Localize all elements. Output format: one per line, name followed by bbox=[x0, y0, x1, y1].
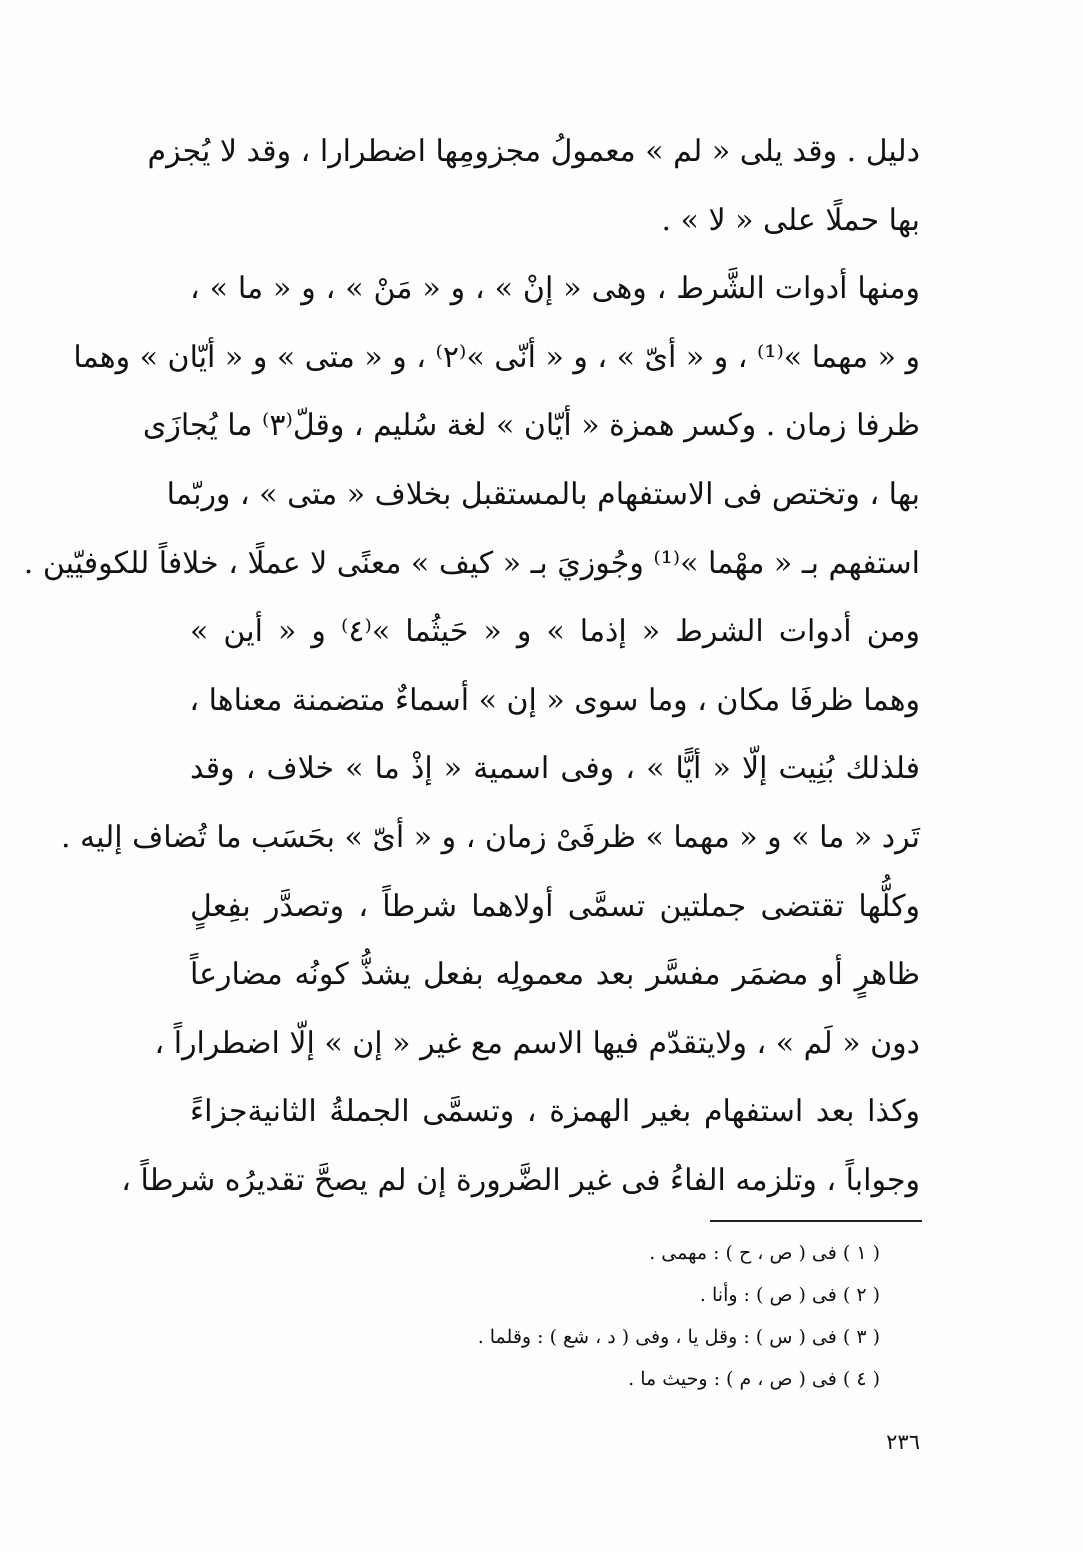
text-line-2: بها حملًا على « لا » . bbox=[661, 202, 920, 238]
footnote-2: ( ٢ ) فى ( ص ) : وأنا . bbox=[699, 1284, 880, 1306]
text-line-11: تَرد « ما » و « مهما » ظرفَىْ زمان ، و « أىّ » بحَسَب ما تُضاف إليه . bbox=[60, 819, 920, 855]
main-text bbox=[23, 118, 920, 1216]
text-line-5: ظرفا زمان . وكسر همزة « أيّان » لغة سُليم ، وقلّ⁽٣⁾ ما يُجازَى bbox=[142, 408, 920, 444]
text-line-3: ومنها أدوات الشَّرط ، وهى « إنْ » ، و « مَنْ » ، و « ما » ، bbox=[190, 271, 920, 307]
footnote-1: ( ١ ) فى ( ص ، ح ) : مهمى . bbox=[649, 1242, 880, 1264]
text-line-13: ظاهرٍ أو مضمَر مفسَّر بعد معمولِه بفعل يشذُّ كونُه مضارعاً bbox=[190, 957, 920, 993]
text-line-1: دليل . وقد يلى « لم » معمولُ مجزومِها اضطرارا ، وقد لا يُجزم bbox=[147, 134, 920, 169]
text-line-4: و « مهما »⁽¹⁾ ، و « أىّ » ، و « أنّى »⁽٢⁾ ، و « متى » و « أيّان » وهما bbox=[73, 339, 920, 375]
text-line-7: استفهم بـ « مهْما »⁽¹⁾ وجُوزيَ بـ « كيف » معنًى لا عملًا ، خلافاً للكوفيّين . bbox=[23, 545, 920, 581]
text-line-9: وهما ظرفَا مكان ، وما سوى « إن » أسماءٌ متضمنة معناها ، bbox=[189, 682, 920, 718]
text-line-6: بها ، وتختص فى الاستفهام بالمستقبل بخلاف « متى » ، وربّما bbox=[166, 476, 920, 512]
footnotes bbox=[380, 1232, 880, 1400]
footnote-4: ( ٤ ) فى ( ص ، م ) : وحيث ما . bbox=[628, 1368, 880, 1390]
page-number: ٢٣٦ bbox=[886, 1430, 920, 1454]
text-line-12: وكلُّها تقتضى جملتين تسمَّى أولاهما شرطاً ، وتصدَّر بفِعلٍ bbox=[190, 888, 920, 924]
text-line-8: ومن أدوات الشرط « إذما » و « حَيثُما »⁽٤⁾ و « أين » bbox=[190, 614, 920, 650]
text-line-14: دون « لَم » ، ولايتقدّم فيها الاسم مع غير « إن » إلّا اضطراراً ، bbox=[154, 1025, 920, 1061]
text-line-15: وكذا بعد استفهام بغير الهمزة ، وتسمَّى الجملةُ الثانيةجزاءً bbox=[190, 1094, 920, 1130]
text-line-10: فلذلك بُنِيت إلّا « أيًّا » ، وفى اسمية « إذْ ما » خلاف ، وقد bbox=[190, 751, 920, 787]
footnote-3: ( ٣ ) فى ( س ) : وقل يا ، وفى ( د ، شع ) : وقلما . bbox=[477, 1326, 880, 1348]
text-line-16: وجواباً ، وتلزمه الفاءُ فى غير الضَّرورة إن لم يصحَّ تقديرُه شرطاً ، bbox=[121, 1162, 920, 1198]
footnote-divider bbox=[710, 1220, 922, 1222]
